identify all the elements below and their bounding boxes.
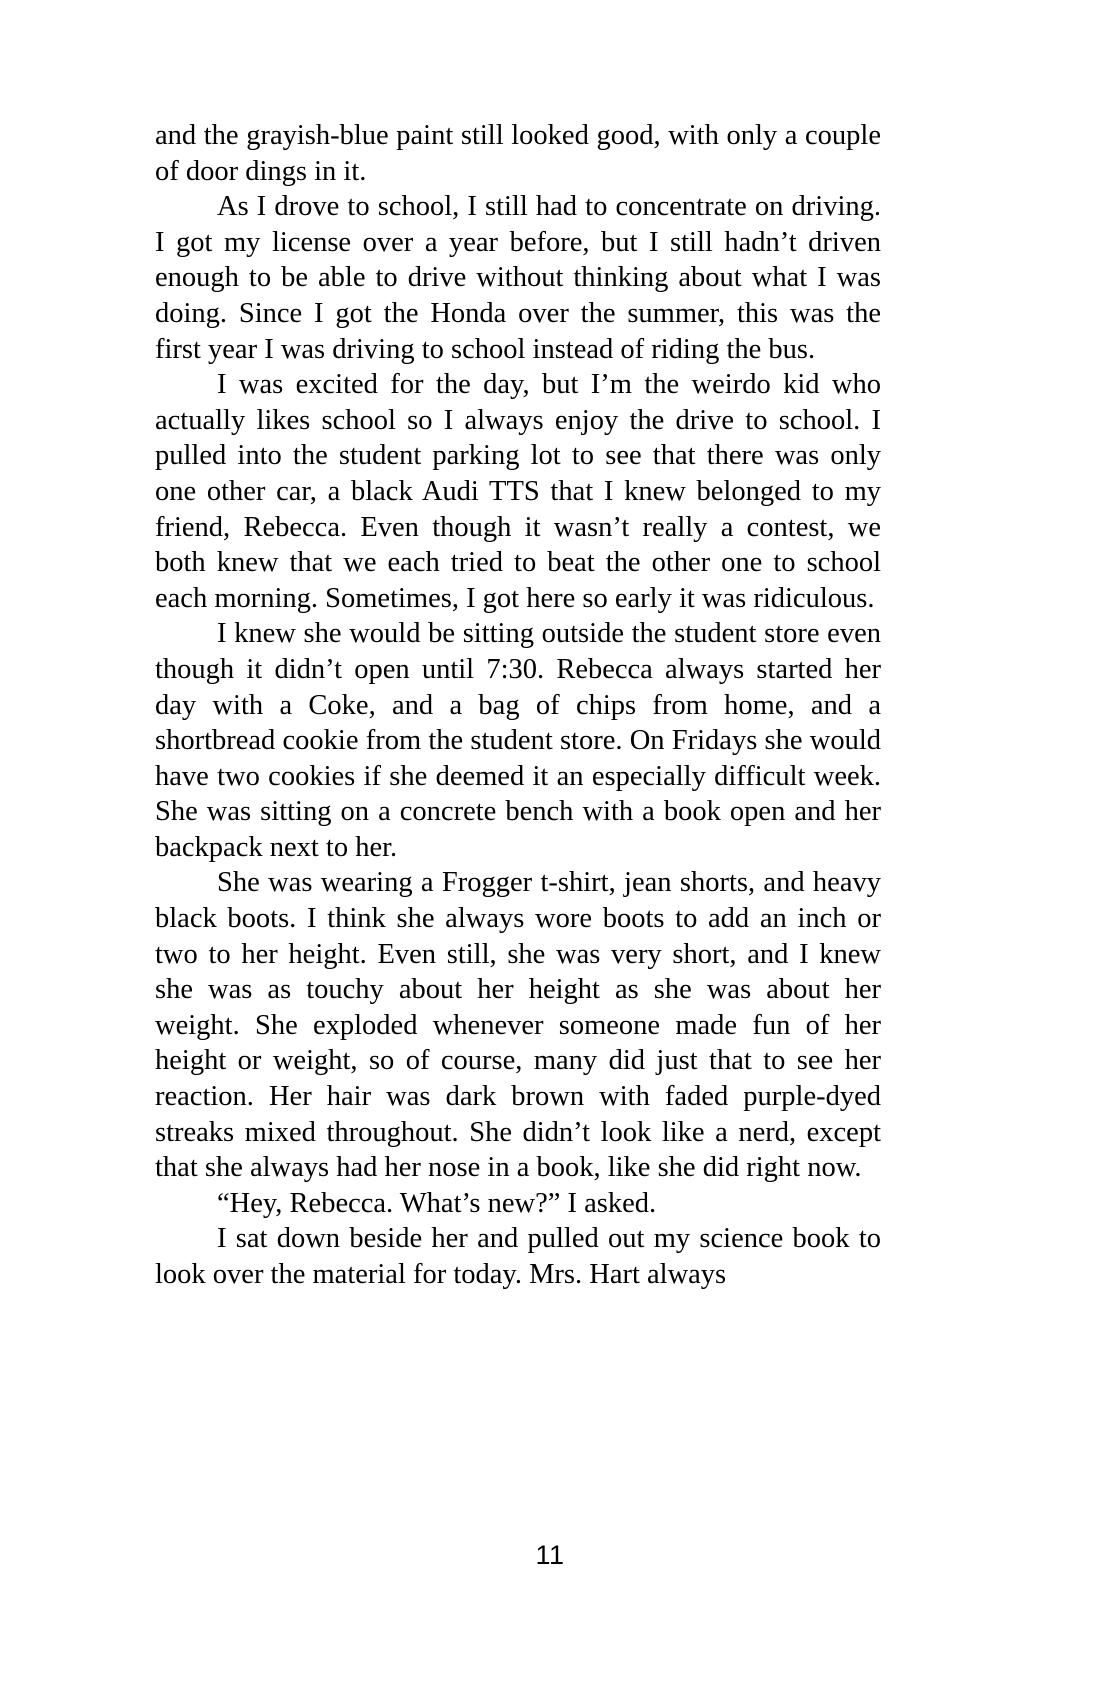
paragraph-5: She was wearing a Frogger t-shirt, jean shorts, and heavy black boots. I think she always wore boots to add an inch or two to her height. Even still, she was very short, and I knew she was as touchy about her height as she was about her weight. She exploded whenever someone made fun of her height or weight, so of course, many did just that to see her reaction. Her hair was dark brown with faded purple-dyed streaks mixed throughout. She didn’t look like a nerd, except that she always had her nose in a book, like she did right now. xyxy=(155,867,881,1184)
paragraph-2: As I drove to school, I still had to concentrate on driving. I got my license over a year before, but I still hadn’t driven enough to be able to drive without thinking about what I was doing. Since I got the Honda over the summer, this was the first year I was driving to school instead of riding the bus. xyxy=(155,191,881,365)
page-text-block xyxy=(155,118,881,1293)
paragraph-4: I knew she would be sitting outside the student store even though it didn’t open until 7:30. Rebecca always started her day with a Coke, and a bag of chips from home, and a shortbread cookie from the student store. On Fridays she would have two cookies if she deemed it an especially difficult week. She was sitting on a concrete bench with a book open and her backpack next to her. xyxy=(155,618,881,863)
paragraph-3: I was excited for the day, but I’m the weirdo kid who actually likes school so I always enjoy the drive to school. I pulled into the student parking lot to see that there was only one other car, a black Audi TTS that I knew belonged to my friend, Rebecca. Even though it wasn’t really a contest, we both knew that we each tried to beat the other one to school each morning. Sometimes, I got here so early it was ridiculous. xyxy=(155,369,881,614)
page-footer xyxy=(0,1540,1100,1571)
paragraph-7: I sat down beside her and pulled out my science book to look over the material for today. Mrs. Hart always xyxy=(155,1223,881,1290)
page-number: 11 xyxy=(535,1540,565,1570)
paragraph-1: and the grayish-blue paint still looked good, with only a couple of door dings in it. xyxy=(155,120,881,187)
paragraph-6: “Hey, Rebecca. What’s new?” I asked. xyxy=(217,1187,657,1219)
